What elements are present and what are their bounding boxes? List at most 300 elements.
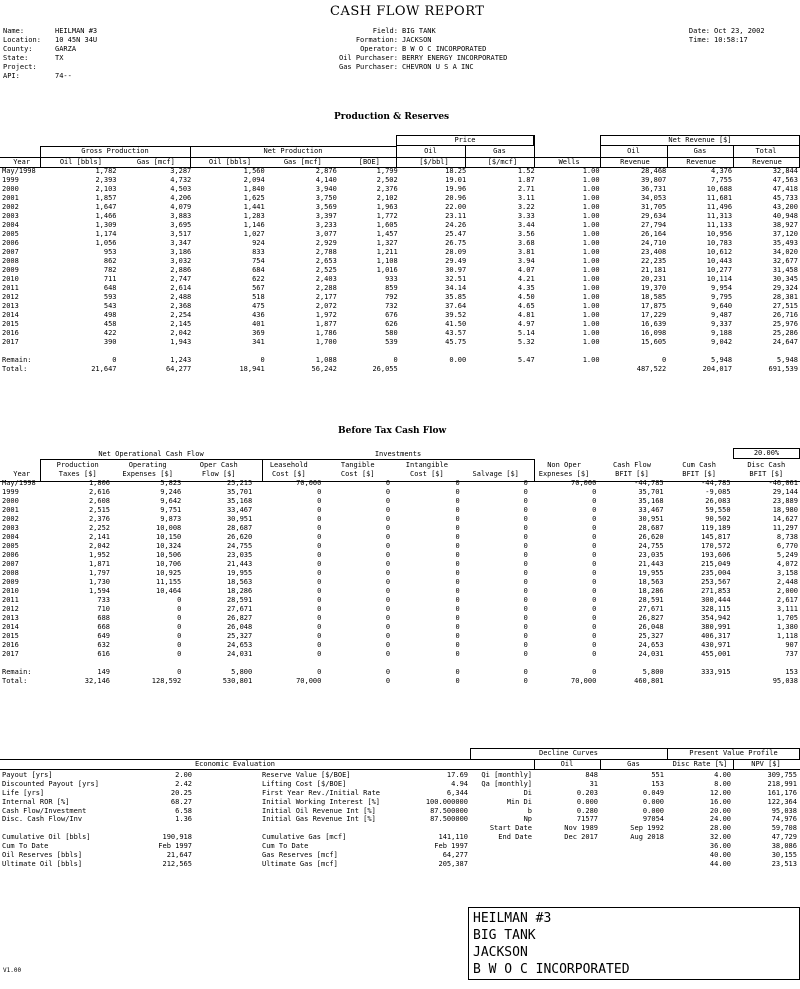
header-field [3,54,97,63]
stat-label: Ultimate Oil [bbls] [2,859,83,868]
cell: 5.14 [517,329,535,337]
cell: 9,188 [711,329,733,337]
cell: 2,042 [170,329,192,337]
cell: 1,952 [88,551,111,559]
table-row [0,311,800,320]
stat-value: Feb 1997 [158,842,192,851]
cell: 2016 [2,329,19,337]
column-header: Revenue [620,158,650,166]
cell: 2,393 [95,176,117,184]
stat-label: Cum To Date [2,842,49,851]
pv-cell: 47,729 [771,833,797,842]
cell: 0 [455,650,460,658]
cell: 0 [455,479,460,487]
column-header: Cost [$] [410,470,444,478]
cell: 21,647 [91,365,117,373]
column-header: Gas [mcf] [136,158,175,166]
table-row [0,293,800,302]
pv-row [667,842,799,851]
price-oil-label: Oil [424,147,437,155]
cell: 2,177 [315,293,337,301]
pv-cell: 8.00 [714,779,731,788]
pv-row [667,780,799,789]
cell: -44,785 [701,479,731,487]
cell: 35,168 [226,497,253,505]
stat-row [262,789,468,798]
cell: 648 [103,284,117,292]
price-group-label: Price [454,136,476,144]
cell: 1,806 [88,479,111,487]
header-right [680,27,765,45]
cell: 37,120 [772,230,798,238]
cell: 782 [103,266,117,274]
cell: 34,053 [640,194,667,202]
header-field-value: JACKSON [402,36,432,44]
cell: 32,146 [84,677,111,685]
cell: 45,733 [772,194,798,202]
cell: 29,634 [640,212,667,220]
production-table [0,158,800,374]
column-header: [$/bbl] [419,158,449,166]
cell: 1,647 [95,203,117,211]
rev-total-label: Total [755,147,777,155]
cell: 23,889 [772,497,798,505]
cell: 9,487 [711,311,733,319]
stat-value: 6,344 [446,788,468,797]
cell: 0 [177,641,182,649]
stat-label: First Year Rev./Initial Rate [262,788,381,797]
cell: 0 [455,641,460,649]
cell: 518 [252,293,265,301]
cell: 0 [523,542,528,550]
cell: 0 [592,551,597,559]
cell: 25.47 [445,230,467,238]
cell: 0 [455,596,460,604]
cell: 2002 [2,203,19,211]
cell: 1,797 [88,569,111,577]
cell: 32,677 [772,257,798,265]
cell: 3,077 [315,230,337,238]
disc-rate-label: 20.00% [753,449,780,457]
cell: 3.22 [517,203,535,211]
cell: 455,001 [701,650,731,658]
decline-cell: 153 [651,779,664,788]
cell: 0 [592,506,597,514]
column-header: Cost [$] [340,470,375,478]
table-row [0,479,800,488]
pv-profile-table [667,771,799,869]
table-row [0,560,800,569]
cell: 9,042 [711,338,733,346]
stat-value: 17.69 [446,771,468,779]
cell: 2017 [2,338,19,346]
cell: 153 [785,668,798,676]
column-header: Cash Flow [613,461,651,469]
cell: 2,368 [170,302,192,310]
cell: Total: [2,677,28,685]
cell: 0 [455,668,460,676]
decline-cell: End Date [498,833,532,842]
table-row [0,578,800,587]
table-row [0,239,800,248]
cell: 19,955 [638,569,664,577]
cell: 10,706 [155,560,182,568]
cell: 11,313 [706,212,733,220]
column-header [462,461,530,470]
cell: 11,496 [706,203,733,211]
report-title: CASH FLOW REPORT [330,4,485,19]
cell: 0 [455,506,460,514]
decline-row [470,789,666,798]
decline-oil-header: Oil [560,760,574,768]
cell: 2005 [2,230,19,238]
cell: 333,915 [701,668,731,676]
column-header: BFIT [$] [682,470,716,478]
stat-value: 20.25 [170,788,192,797]
table-row [0,605,800,614]
header-field-label: Field: [372,27,398,35]
stat-row [262,860,468,869]
decline-cell: 0.049 [642,788,664,797]
cell: 2000 [2,497,19,505]
cell: 0 [455,677,460,685]
cell: 1,108 [376,257,398,265]
well-label-box [468,907,800,980]
cell: 3.68 [517,239,535,247]
stat-label: Cumulative Gas [mcf] [262,833,347,842]
cell: 2,929 [315,239,337,247]
cell: 1,243 [170,356,192,364]
cell: 0 [592,587,597,595]
cell: 0 [523,506,528,514]
cell: 11,133 [706,221,733,229]
cell: 0 [455,578,460,586]
cell: 1,594 [88,587,111,595]
table-row [0,533,800,542]
table-row [0,221,800,230]
stat-value: 190,918 [162,833,192,842]
header-field [3,72,97,81]
cell: 2,525 [315,266,337,274]
cell: 2016 [2,641,19,649]
cell: 5.47 [517,356,535,364]
cell: 1,056 [95,239,117,247]
cell: 0 [317,569,322,577]
cell: 37.64 [445,302,467,310]
cell: 14,627 [772,515,798,523]
cell: 0 [385,605,391,613]
cell: 0 [455,524,460,532]
pv-cell: 28.00 [709,824,731,833]
cell: 59,550 [705,506,731,514]
cell: 0 [260,356,265,364]
stat-label: Cash Flow/Investment [2,806,87,815]
cell: 2,653 [315,257,337,265]
stat-label: Life [yrs] [2,788,45,797]
cell: 539 [385,338,398,346]
header-row [0,461,800,470]
cell: 2011 [2,284,19,292]
cell: 2008 [2,569,19,577]
cell: 710 [97,605,111,613]
cell: 1,857 [95,194,117,202]
header-field-value: 10 45N 34U [55,36,98,44]
cell: 3.33 [517,212,535,220]
cell: 4,072 [776,560,798,568]
cell: 28,687 [638,524,664,532]
cell: 4,503 [170,185,192,193]
column-header: Oil [bbls] [59,158,102,166]
table-row [0,497,800,506]
pv-cell: 4.00 [714,771,731,779]
cell: 9,642 [160,497,182,505]
column-header: Cum Cash [682,461,716,469]
stat-label: Internal ROR [%] [2,797,70,806]
cell: 0 [523,632,528,640]
column-header: Oper Cash [199,461,238,469]
cell: 0 [523,497,528,505]
cell: 19.96 [445,185,467,193]
column-header: Operating [128,461,167,469]
stat-value: Feb 1997 [434,842,468,851]
stat-value: 6.58 [175,806,192,815]
cell: 0 [592,497,597,505]
cell: 1.00 [582,230,600,238]
cell: 436 [252,311,265,319]
net-op-group-label: Net Operational Cash Flow [98,450,204,458]
stat-label: Oil Reserves [bbls] [2,851,83,860]
pv-cell: 122,364 [767,797,797,806]
cell: 10,150 [155,533,182,541]
table-row [0,596,800,605]
cell: 1.00 [582,203,600,211]
cell: 26,827 [638,614,664,622]
cell: 2,617 [776,596,798,604]
table-row [0,320,800,329]
stat-label: Gas Reserves [mcf] [262,851,338,860]
cell: 0 [592,560,597,568]
cell: 34.14 [445,284,467,292]
stat-value: 212,565 [162,859,192,868]
cell: 25,976 [772,320,798,328]
cell: 1,705 [776,614,798,622]
table-row [0,524,800,533]
cell: Total: [2,365,28,373]
cell: 10,925 [155,569,182,577]
table-row [0,623,800,632]
remain-row [0,659,800,677]
cell: 0 [455,614,460,622]
table-row [0,329,800,338]
header-field-value: GARZA [55,45,77,53]
cell: 2008 [2,257,19,265]
cell: 10,324 [155,542,182,550]
stat-label: Reserve Value [$/BOE] [262,771,351,779]
stat-row [2,824,192,833]
header-field-value: HEILMAN #3 [55,27,98,35]
cell: 28,381 [772,293,798,301]
cell: 119,189 [701,524,731,532]
column-header: Expneses [$] [538,470,590,478]
cell: 90,502 [705,515,731,523]
stat-value: 141,110 [438,833,468,842]
cell: 0 [385,542,391,550]
cell: 1.00 [582,329,600,337]
cell [666,677,733,686]
cell: 5,800 [231,668,253,676]
cell: 0 [393,356,398,364]
cell: 22,235 [640,257,667,265]
stat-row [2,780,192,789]
cell: 47,418 [772,185,798,193]
table-row [0,488,800,497]
total-row [0,365,800,374]
decline-cell: b [527,806,532,815]
cell: 35,493 [772,239,798,247]
cell: 5.32 [517,338,535,346]
cell: 2,103 [95,185,117,193]
cell: 2,288 [315,284,337,292]
cell: 2007 [2,248,19,256]
decline-cell: Nov 1989 [564,824,598,833]
cell: 0 [385,578,391,586]
decline-row [470,833,666,842]
cell: 25,327 [638,632,664,640]
cell: 1999 [2,176,19,184]
stat-row [2,851,192,860]
pv-cell: 30,155 [771,851,797,860]
cell: 0 [592,569,597,577]
header-field [300,45,507,54]
table-row [0,185,800,194]
stat-row [2,842,192,851]
cell: 30,345 [772,275,798,283]
cell: 0 [592,641,597,649]
cell: 5,823 [160,479,182,487]
cell: 27,515 [772,302,798,310]
cell: 3,883 [170,212,192,220]
cell: 24,653 [638,641,664,649]
cell: 24,755 [226,542,253,550]
cell: 0 [385,569,391,577]
cell: 235,004 [701,569,731,577]
decline-row [470,798,666,807]
column-header: Intangible [405,461,448,469]
cell: 0 [523,515,528,523]
well-label-formation: JACKSON [473,945,528,960]
cell: 0 [592,533,597,541]
cell: 0 [385,623,391,631]
header-field-label: Gas Purchaser: [338,63,398,71]
cell: 2005 [2,542,19,550]
stat-label: Initial Oil Revenue Int [%] [262,806,376,815]
header-row [0,470,800,479]
cell: 0 [523,596,528,604]
cell: 1,963 [376,203,398,211]
pv-cell: 32.00 [709,833,731,842]
gross-group-label: Gross Production [81,147,149,155]
decline-row [470,824,666,833]
cell: 1,972 [315,311,337,319]
cell: 0 [385,587,391,595]
stat-label: Payout [yrs] [2,771,53,779]
cell: 0 [385,632,391,640]
column-header: Leasehold [269,461,308,469]
cell: 3,287 [170,167,192,175]
cell: 1999 [2,488,19,496]
cell: 31,458 [772,266,798,274]
decline-cell: 0.000 [642,806,664,815]
cell: 0 [317,488,322,496]
pv-row [667,815,799,824]
table-row [0,551,800,560]
cell: 1,560 [243,167,265,175]
pv-profile-title: Present Value Profile [689,749,778,757]
pv-row [667,789,799,798]
cell: 24,755 [638,542,664,550]
cell: 9,337 [711,320,733,328]
cell: 754 [252,257,265,265]
cell: 0 [385,560,391,568]
cell: 859 [385,284,398,292]
table-row [0,587,800,596]
cell: 2010 [2,587,19,595]
cell: 17,229 [640,311,667,319]
stat-value: 4.94 [451,779,468,788]
header-field-label: Oil Purchaser: [338,54,398,62]
stat-row [2,807,192,816]
cell: 1.00 [582,275,600,283]
cell: 28,591 [226,596,253,604]
cell: 0 [455,515,460,523]
cell: 4.35 [517,284,535,292]
cell: 18,585 [640,293,667,301]
cell: 1.00 [582,257,600,265]
pv-rate-header: Disc Rate [%] [672,760,728,768]
cell: 1.00 [582,194,600,202]
decline-cell: Np [523,815,532,824]
decline-cell: Dec 2017 [564,833,598,842]
table-row [0,614,800,623]
cell: 40,948 [772,212,798,220]
header-field-value: B W O C INCORPORATED [402,45,487,53]
decline-cell: 0.000 [642,797,664,806]
cell: 2010 [2,275,19,283]
cell: 39,807 [640,176,667,184]
cell: 26,827 [226,614,253,622]
cell: 27,671 [638,605,664,613]
total-row [0,677,800,686]
cell: 0 [592,650,597,658]
cell: 24,647 [772,338,798,346]
cell: 2,616 [88,488,111,496]
table-row [0,515,800,524]
stat-row [262,807,468,816]
cell: 0 [592,614,597,622]
cell: 149 [97,668,111,676]
cell: 1,211 [376,248,398,256]
cashflow-table [0,461,800,686]
cell: 733 [97,596,111,604]
header-field [680,27,765,36]
cell: 29,324 [772,284,798,292]
stat-label: Ultimate Gas [mcf] [262,859,338,868]
cell: 792 [385,293,398,301]
stat-row [2,789,192,798]
header-field-label: Location: [3,36,41,44]
cell: 2012 [2,293,19,301]
cashflow-section-title: Before Tax Cash Flow [338,426,447,436]
